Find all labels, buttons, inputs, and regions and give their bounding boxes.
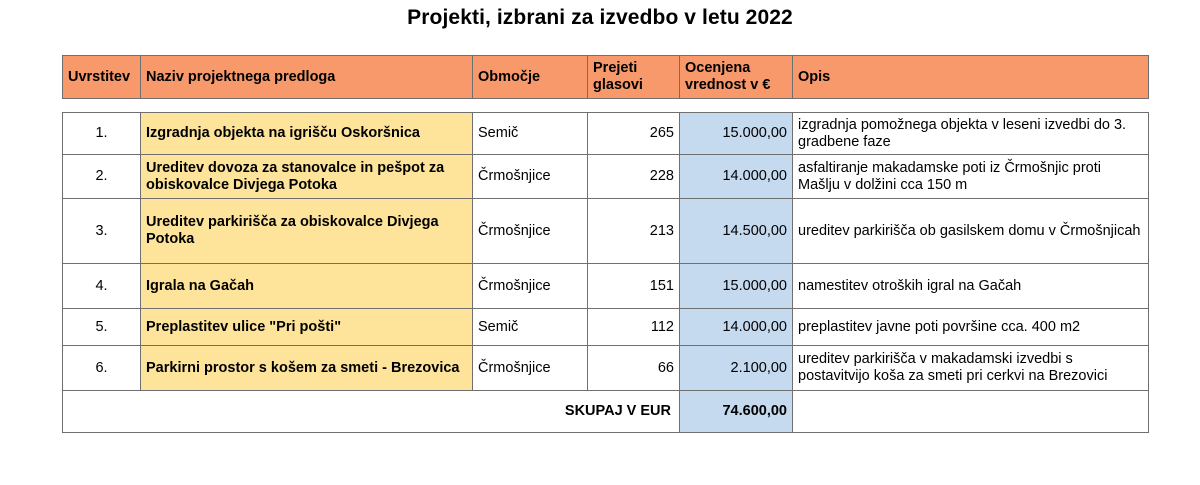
votes-cell: 112: [588, 309, 680, 346]
header-row: [63, 56, 1149, 99]
rank-cell: 6.: [63, 346, 141, 391]
table-row: [63, 346, 1149, 391]
header-desc: Opis: [793, 56, 1149, 99]
value-cell: 15.000,00: [680, 264, 793, 309]
projects-table: [62, 112, 1149, 433]
description-cell: ureditev parkirišča ob gasilskem domu v Črmošnjicah: [793, 199, 1149, 264]
project-name-cell: Ureditev dovoza za stanovalce in pešpot za obiskovalce Divjega Potoka: [141, 155, 473, 199]
rank-cell: 5.: [63, 309, 141, 346]
rank-cell: 2.: [63, 155, 141, 199]
project-name-cell: Ureditev parkirišča za obiskovalce Divjega Potoka: [141, 199, 473, 264]
area-cell: Semič: [473, 113, 588, 155]
header-value: Ocenjena vrednost v €: [680, 56, 793, 99]
total-empty-cell: [793, 391, 1149, 433]
rank-cell: 4.: [63, 264, 141, 309]
table-row: [63, 155, 1149, 199]
value-cell: 2.100,00: [680, 346, 793, 391]
header-rank: Uvrstitev: [63, 56, 141, 99]
area-cell: Črmošnjice: [473, 199, 588, 264]
votes-cell: 213: [588, 199, 680, 264]
total-label: SKUPAJ V EUR: [63, 391, 680, 433]
header-area: Območje: [473, 56, 588, 99]
votes-cell: 265: [588, 113, 680, 155]
project-name-cell: Preplastitev ulice "Pri pošti": [141, 309, 473, 346]
description-cell: preplastitev javne poti površine cca. 400 m2: [793, 309, 1149, 346]
description-cell: izgradnja pomožnega objekta v leseni izvedbi do 3. gradbene faze: [793, 113, 1149, 155]
area-cell: Črmošnjice: [473, 346, 588, 391]
project-name-cell: Parkirni prostor s košem za smeti - Brezovica: [141, 346, 473, 391]
table-row: [63, 199, 1149, 264]
votes-cell: 151: [588, 264, 680, 309]
value-cell: 14.000,00: [680, 309, 793, 346]
project-name-cell: Igrala na Gačah: [141, 264, 473, 309]
rank-cell: 3.: [63, 199, 141, 264]
description-cell: ureditev parkirišča v makadamski izvedbi s postavitvijo koša za smeti pri cerkvi na Brezovici: [793, 346, 1149, 391]
table-row: [63, 309, 1149, 346]
votes-cell: 66: [588, 346, 680, 391]
rank-cell: 1.: [63, 113, 141, 155]
table-row: [63, 113, 1149, 155]
total-row: [63, 391, 1149, 433]
project-name-cell: Izgradnja objekta na igrišču Oskoršnica: [141, 113, 473, 155]
value-cell: 15.000,00: [680, 113, 793, 155]
description-cell: asfaltiranje makadamske poti iz Črmošnjic proti Mašlju v dolžini cca 150 m: [793, 155, 1149, 199]
total-value: 74.600,00: [680, 391, 793, 433]
area-cell: Črmošnjice: [473, 264, 588, 309]
table-header: [62, 55, 1149, 99]
value-cell: 14.000,00: [680, 155, 793, 199]
value-cell: 14.500,00: [680, 199, 793, 264]
area-cell: Semič: [473, 309, 588, 346]
header-votes: Prejeti glasovi: [588, 56, 680, 99]
header-name: Naziv projektnega predloga: [141, 56, 473, 99]
votes-cell: 228: [588, 155, 680, 199]
table-row: [63, 264, 1149, 309]
description-cell: namestitev otroških igral na Gačah: [793, 264, 1149, 309]
area-cell: Črmošnjice: [473, 155, 588, 199]
page-title: Projekti, izbrani za izvedbo v letu 2022: [407, 6, 793, 29]
